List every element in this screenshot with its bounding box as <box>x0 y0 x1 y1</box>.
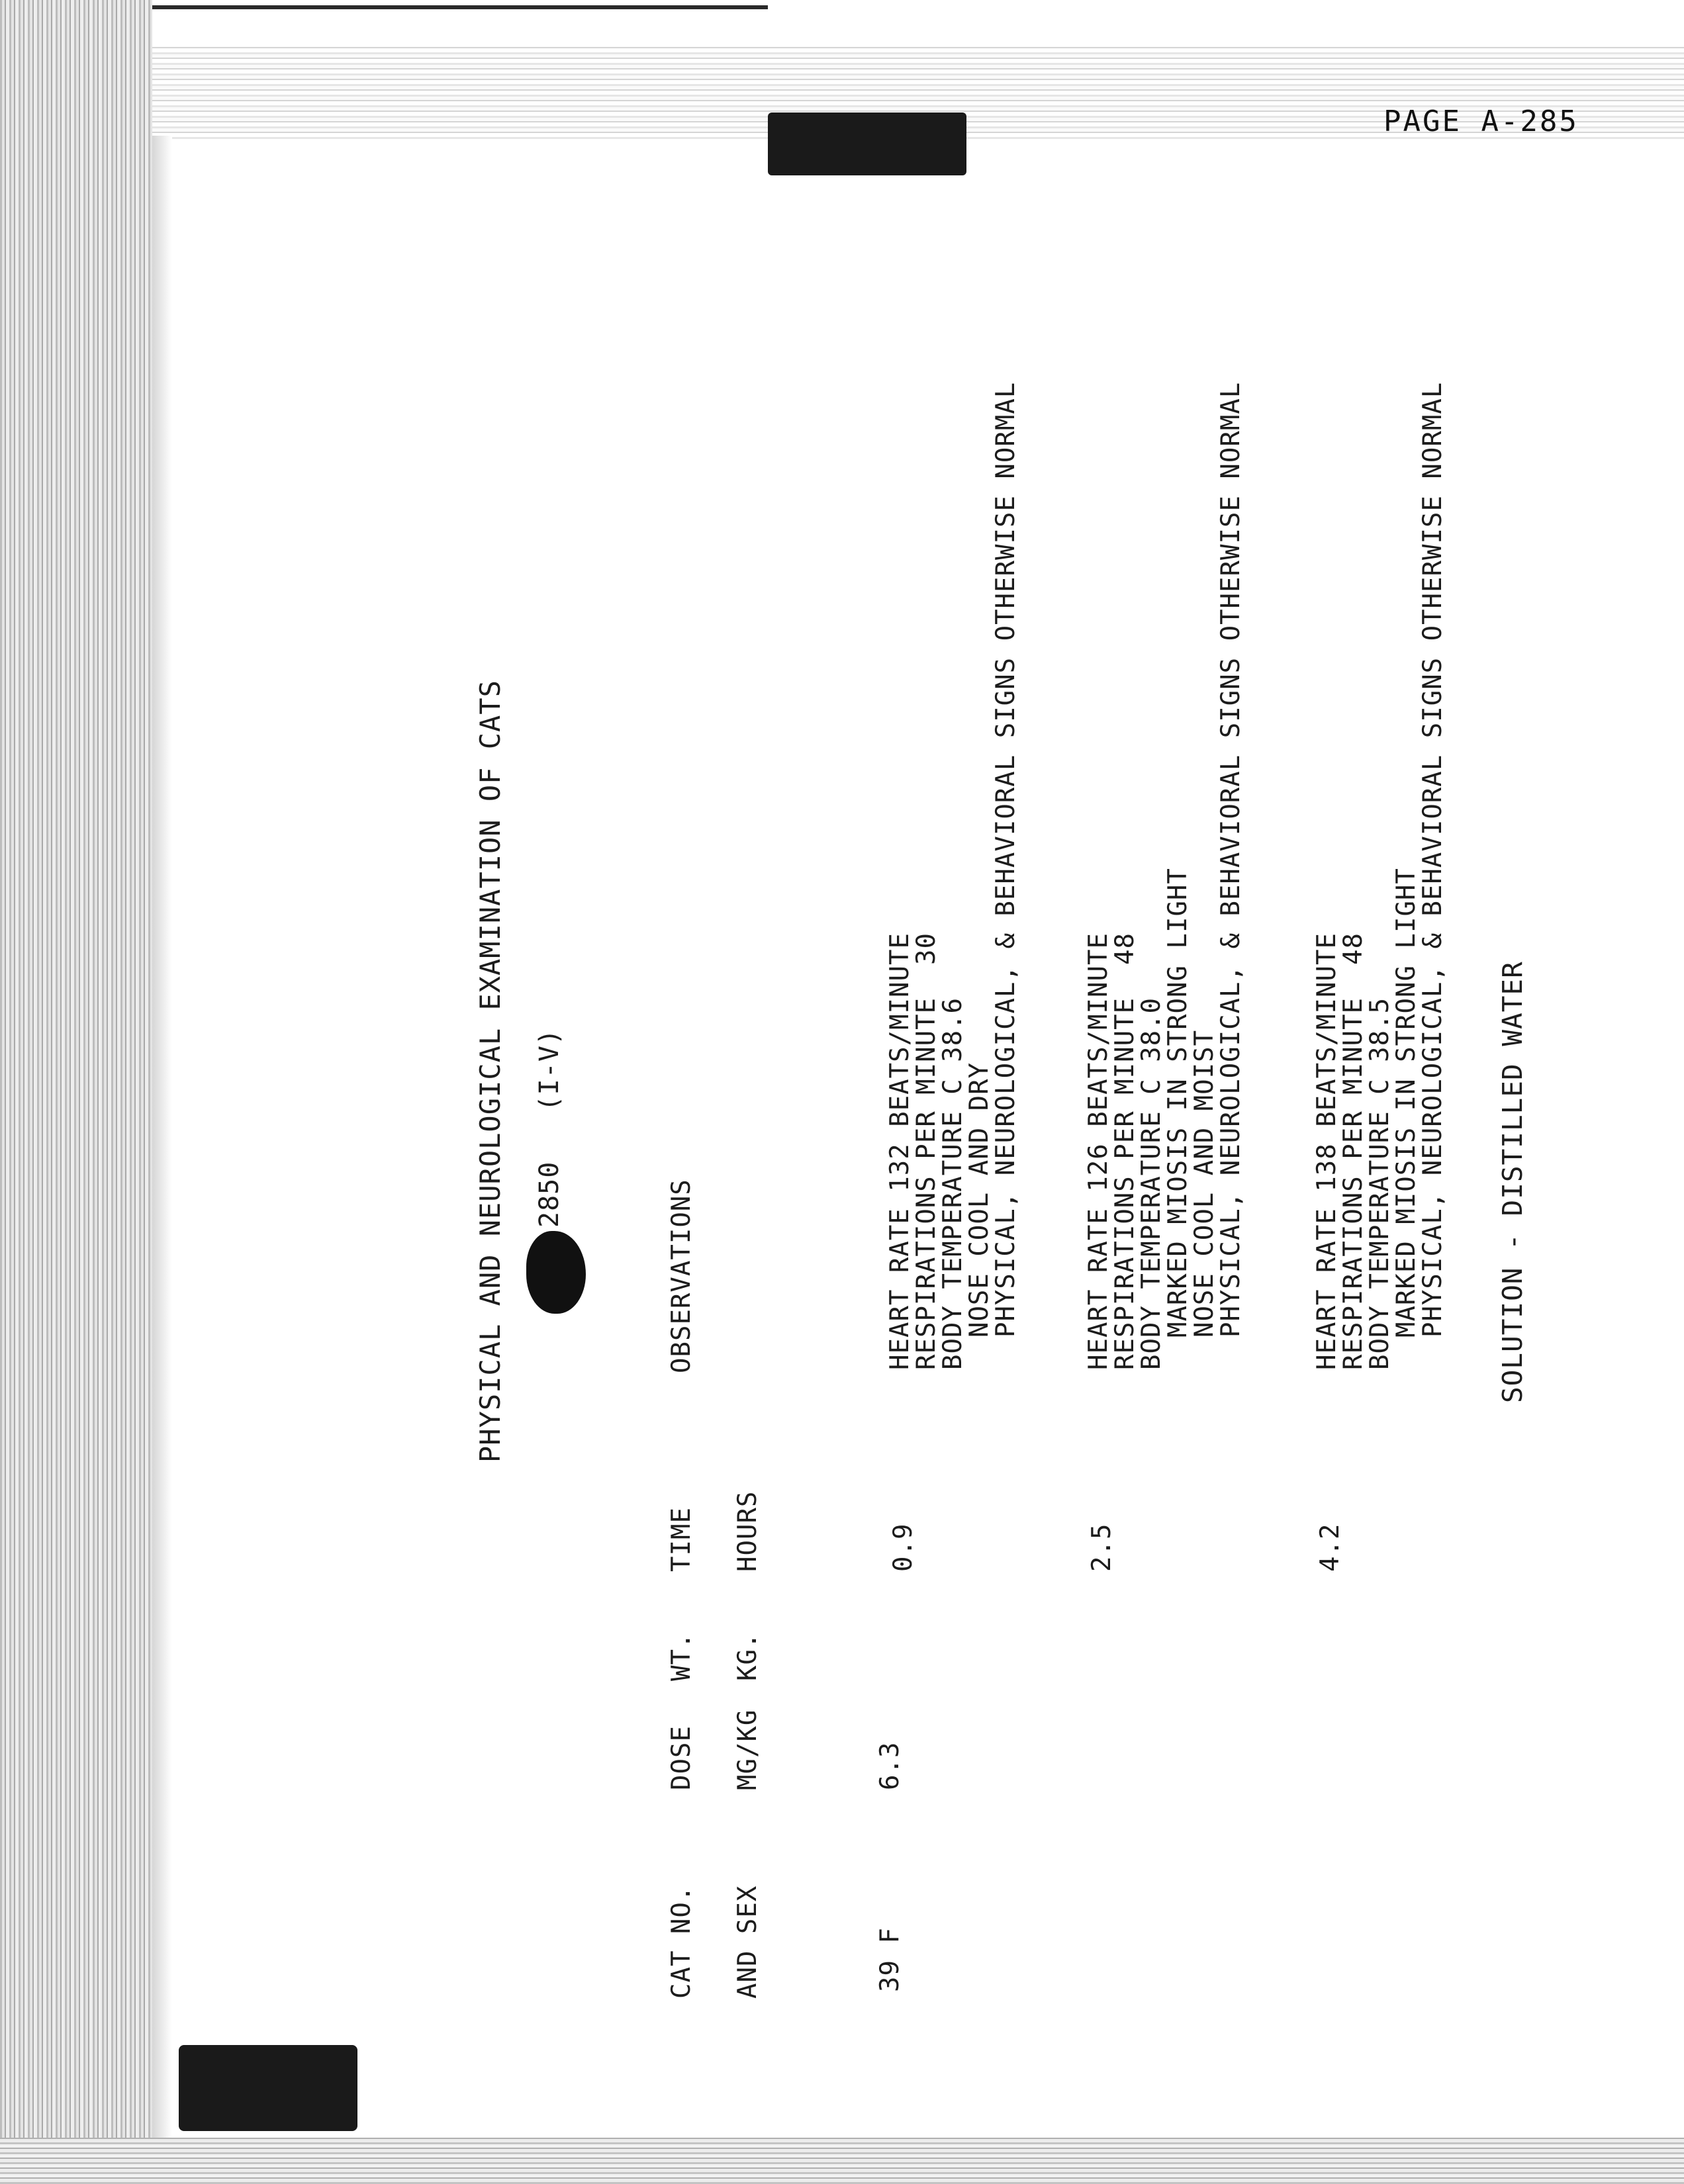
scan-edge-left <box>0 0 152 2184</box>
observation-line: PHYSICAL, NEUROLOGICAL, & BEHAVIORAL SIGNS OTHERWISE NORMAL <box>1418 381 1448 1370</box>
cat-dose: 6.3 <box>875 1741 905 1790</box>
page-title: PHYSICAL AND NEUROLOGICAL EXAMINATION OF CATS <box>474 680 506 1463</box>
observation-line: NOSE COOL AND MOIST <box>1190 1029 1219 1370</box>
observation-line: BODY TEMPERATURE C 38.5 <box>1365 997 1395 1370</box>
entry-time: 4.2 <box>1315 1523 1345 1572</box>
observation-line: MARKED MIOSIS IN STRONG LIGHT <box>1163 868 1193 1370</box>
observation-line: HEART RATE 126 BEATS/MINUTE <box>1084 933 1113 1370</box>
observation-line: BODY TEMPERATURE C 38.6 <box>938 997 968 1370</box>
redaction-mark-bottom <box>179 2045 357 2131</box>
redaction-mark-top <box>768 113 966 175</box>
header-dose: DOSE <box>667 1725 696 1790</box>
redaction-mark-compound <box>526 1231 586 1314</box>
scan-shadow <box>152 136 172 2138</box>
header-hours: HOURS <box>733 1490 763 1572</box>
observation-line: HEART RATE 138 BEATS/MINUTE <box>1312 933 1342 1370</box>
entry-time: 0.9 <box>888 1523 918 1572</box>
compound-code: 2850 (I-V) <box>534 1028 565 1228</box>
header-and-sex: AND SEX <box>733 1885 763 1999</box>
header-kg: KG. <box>733 1632 763 1681</box>
page-number: PAGE A-285 <box>1383 105 1579 138</box>
header-cat-no: CAT NO. <box>667 1885 696 1999</box>
scan-edge-bottom <box>0 2138 1684 2184</box>
header-time: TIME <box>667 1507 696 1572</box>
observation-line: PHYSICAL, NEUROLOGICAL, & BEHAVIORAL SIGNS OTHERWISE NORMAL <box>991 381 1021 1370</box>
entry-time: 2.5 <box>1087 1523 1117 1572</box>
observation-line: RESPIRATIONS PER MINUTE 48 <box>1338 933 1368 1370</box>
observation-line: BODY TEMPERATURE C 38.0 <box>1137 997 1166 1370</box>
observation-line: RESPIRATIONS PER MINUTE 48 <box>1110 933 1140 1370</box>
solution-note: SOLUTION - DISTILLED WATER <box>1497 961 1528 1403</box>
observation-line: NOSE COOL AND DRY <box>964 1062 994 1370</box>
observation-line: RESPIRATIONS PER MINUTE 30 <box>912 933 941 1370</box>
observation-line: MARKED MIOSIS IN STRONG LIGHT <box>1391 868 1421 1370</box>
header-observations: OBSERVATIONS <box>667 1179 696 1373</box>
observation-line: HEART RATE 132 BEATS/MINUTE <box>885 933 915 1370</box>
observation-line: PHYSICAL, NEUROLOGICAL, & BEHAVIORAL SIGNS OTHERWISE NORMAL <box>1216 381 1246 1370</box>
header-mg-kg: MG/KG <box>733 1709 763 1790</box>
header-wt: WT. <box>667 1632 696 1681</box>
cat-id: 39 F <box>875 1927 905 1992</box>
